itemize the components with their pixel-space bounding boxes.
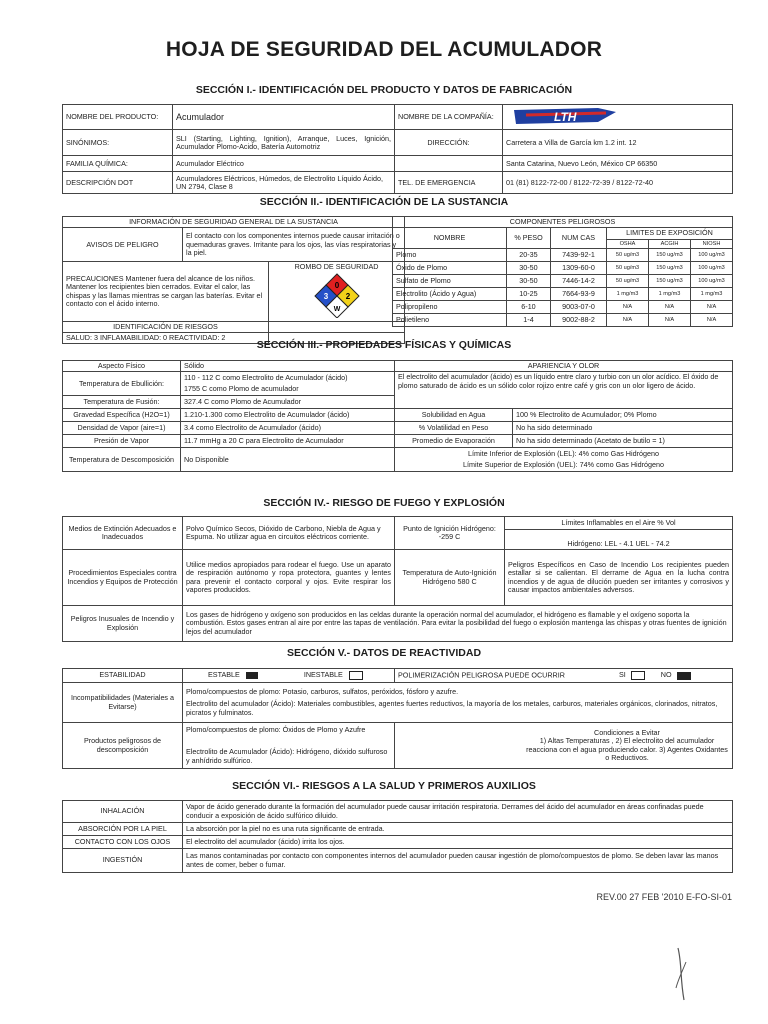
component-acgih: 150 ug/m3 — [649, 274, 691, 287]
address-line1: Carretera a Villa de García km 1.2 int. 12 — [503, 130, 733, 156]
table-row — [393, 248, 733, 261]
table-row — [393, 300, 733, 313]
component-cas: 7446-14-2 — [551, 274, 607, 287]
stable-checkbox — [246, 672, 258, 679]
synonyms-value: SLI (Starting, Lighting, Ignition), Arranque, Luces, Ignición, Acumulador Plomo-Acido, Batería Automotriz — [173, 130, 395, 156]
section-2-left-table — [62, 216, 405, 344]
media-label: Medios de Extinción Adecuados e Inadecuados — [63, 517, 183, 550]
col-limits: LIMITES DE EXPOSICIÓN — [607, 228, 733, 239]
component-pct: 1-4 — [507, 313, 551, 326]
gravity-label: Gravedad Específica (H2O=1) — [63, 409, 181, 422]
special-rating: W — [333, 305, 340, 313]
solubility-value: 100 % Electrolito de Acumulador; 0% Plomo — [513, 409, 733, 422]
component-cas: 7439-92-1 — [551, 248, 607, 261]
incompat-values — [183, 683, 733, 723]
precautions-text: PRECAUCIONES Mantener fuera del alcance de los niños. Mantener los recipientes bien cerrados. Evitar el calor, las chispas y las llamas mientras se cargan las baterías. Evitar el contacto con el ácido interno. — [63, 262, 269, 322]
flash-point-cell — [395, 517, 505, 550]
section-4-heading: SECCIÓN IV.- RIESGO DE FUEGO Y EXPLOSIÓN — [263, 497, 505, 509]
explosion-limits — [395, 448, 733, 472]
logo-text: LTH — [554, 110, 577, 124]
health-row-value: Las manos contaminadas por contacto con componentes internos del acumulador pueden causar ingestión de plomo/compuestos de plomo. Se deben lavar las manos antes de comer, beber o fumar. — [183, 849, 733, 873]
diamond-label: ROMBO DE SEGURIDAD — [294, 262, 379, 272]
boil-value-1: 110 - 112 C como Electrolito de Acumulador (ácido) — [184, 373, 348, 382]
section-4-table — [62, 516, 733, 642]
component-name: Óxido de Plomo — [393, 261, 507, 274]
company-label: NOMBRE DE LA COMPAÑÍA: — [395, 105, 503, 130]
section-2-heading: SECCIÓN II.- IDENTIFICACIÓN DE LA SUSTANCIA — [259, 196, 509, 208]
evap-label: Promedio de Evaporación — [395, 435, 513, 448]
component-name: Plomo — [393, 248, 507, 261]
component-pct: 30-50 — [507, 261, 551, 274]
health-row-value: El electrolito del acumulador (ácido) irrita los ojos. — [183, 836, 733, 849]
component-osha: 50 ug/m3 — [607, 261, 649, 274]
solubility-label: Solubilidad en Agua — [395, 409, 513, 422]
diamond-cell — [269, 262, 405, 322]
section-6-table — [62, 800, 733, 873]
nfpa-diamond-icon — [309, 272, 365, 318]
component-niosh: 1 mg/m3 — [691, 287, 733, 300]
evap-value: No ha sido determinado (Acetato de butilo = 1) — [513, 435, 733, 448]
risk-value: SALUD: 3 INFLAMABILIDAD: 0 REACTIVIDAD: 2 — [63, 333, 269, 344]
table-row — [63, 801, 733, 823]
revision-footer: REV.00 27 FEB '2010 E-FO-SI-01 — [596, 892, 732, 902]
stability-options — [183, 669, 395, 683]
components-table — [392, 216, 733, 327]
component-pct: 20-35 — [507, 248, 551, 261]
stability-label: ESTABILIDAD — [63, 669, 183, 683]
unusual-value: Los gases de hidrógeno y oxígeno son producidos en las celdas durante la operación normal del acumulador, el hidrógeno es flamable y el oxígeno soporta la combustión. Estos gases entran al aire por entre las tapas de ventilación. Para evitar la posibilidad del fuego o explosión mantenga las chispas y otras fuentes de ignición lejos del acumulador — [183, 606, 733, 642]
component-acgih: N/A — [649, 300, 691, 313]
yes-label: SI — [618, 670, 626, 680]
vdensity-label: Densidad de Vapor (aire=1) — [63, 422, 181, 435]
component-name: Electrolito (Ácido y Agua) — [393, 287, 507, 300]
incompat-value-1: Plomo/compuestos de plomo: Potasio, carburos, sulfatos, peróxidos, fósforo y azufre. — [186, 687, 459, 697]
section-6-heading: SECCIÓN VI.- RIESGOS A LA SALUD Y PRIMEROS AUXILIOS — [232, 780, 536, 792]
volatility-label: % Volatilidad en Peso — [395, 422, 513, 435]
component-cas: 7664-93-9 — [551, 287, 607, 300]
component-pct: 10-25 — [507, 287, 551, 300]
component-osha: N/A — [607, 313, 649, 326]
aspect-label: Aspecto Físico — [63, 361, 181, 372]
section-3-table — [62, 360, 733, 472]
appearance-text: El electrolito del acumulador (ácido) es un líquido entre claro y turbio con un olor acídico. El óxido de plomo saturado de ácido es un sólido color rojizo entre café y gris con un olor ligero de ácido. — [395, 372, 733, 409]
vpressure-label: Presión de Vapor — [63, 435, 181, 448]
components-header: COMPONENTES PELIGROSOS — [393, 217, 733, 228]
component-niosh: N/A — [691, 313, 733, 326]
table-row — [393, 313, 733, 326]
component-cas: 9003-07-0 — [551, 300, 607, 313]
melt-value: 327.4 C como Plomo de Acumulador — [181, 396, 395, 409]
flam-limits-value: Hidrógeno: LEL - 4.1 UEL - 74.2 — [505, 530, 733, 550]
component-acgih: 1 mg/m3 — [649, 287, 691, 300]
component-niosh: N/A — [691, 300, 733, 313]
reactivity-rating: 2 — [345, 291, 350, 301]
section-3-heading: SECCIÓN III.- PROPIEDADES FÍSICAS Y QUÍMICAS — [256, 339, 512, 351]
autoignition: Temperatura de Auto-Ignición Hidrógeno 580 C — [395, 550, 505, 606]
health-row-value: Vapor de ácido generado durante la formación del acumulador puede causar irritación respiratoria. Derrames del ácido del acumulador en áreas confinadas puede conducir a exposición de ácido sulfúrico diluido. — [183, 801, 733, 823]
synonyms-label: SINÓNIMOS: — [63, 130, 173, 156]
address-line2: Santa Catarina, Nuevo León, México CP 66350 — [503, 156, 733, 172]
no-label: NO — [660, 670, 672, 680]
media-value: Polvo Químico Secos, Dióxido de Carbono, Niebla de Agua y Espuma. No utilizar agua en circuitos eléctricos corriente. — [183, 517, 395, 550]
component-cas: 1309-60-0 — [551, 261, 607, 274]
avoid-cell — [395, 723, 733, 769]
specific-hazards: Peligros Específicos en Caso de Incendio Los recipientes pueden estallar si se calientan. El derrame de Agua en la lucha contra incendios y de agua de dilución pueden ser irritantes y corrosivos y causar impactos ambientales adversos. — [505, 550, 733, 606]
risk-label: IDENTIFICACIÓN DE RIESGOS — [63, 321, 269, 332]
product-label: NOMBRE DEL PRODUCTO: — [63, 105, 173, 130]
dot-label: DESCRIPCIÓN DOT — [63, 172, 173, 194]
aspect-value: Sólido — [181, 361, 395, 372]
boil-values — [181, 372, 395, 396]
sub-niosh: NIOSH — [691, 239, 733, 248]
company-logo-cell — [503, 105, 733, 130]
table-row — [63, 849, 733, 873]
phone-label: TEL. DE EMERGENCIA — [395, 172, 503, 194]
avoid-value: 1) Altas Temperaturas , 2) El electrolito del acumulador reacciona con el agua produciendo calor. 3) Agentes Oxidantes o Reductivos. — [526, 736, 728, 762]
unusual-label: Peligros Inusuales de Incendio y Explosión — [63, 606, 183, 642]
product-value: Acumulador — [173, 105, 395, 130]
section-1-table — [62, 104, 733, 194]
flam-limits-label: Límites Inflamables en el Aire % Vol — [505, 517, 733, 530]
col-pct: % PESO — [507, 228, 551, 249]
flash-value: -259 C — [438, 532, 461, 541]
col-cas: NUM CAS — [551, 228, 607, 249]
general-info-header: INFORMACIÓN DE SEGURIDAD GENERAL DE LA SUSTANCIA — [63, 217, 405, 228]
component-niosh: 100 ug/m3 — [691, 261, 733, 274]
decomp-value-2: Electrolito de Acumulador (Ácido): Hidrógeno, dióxido sulfuroso y anhídrido sulfúrico. — [186, 747, 388, 765]
stable-label: ESTABLE — [208, 670, 240, 680]
table-row — [393, 261, 733, 274]
decomp-products-label: Productos peligrosos de descomposición — [63, 723, 183, 769]
gravity-value: 1.210-1.300 como Electrolito de Acumulador (ácido) — [181, 409, 395, 422]
component-niosh: 100 ug/m3 — [691, 274, 733, 287]
unstable-label: INESTABLE — [303, 670, 343, 680]
yes-checkbox — [631, 671, 645, 680]
col-name: NOMBRE — [393, 228, 507, 249]
component-osha: 50 ug/m3 — [607, 274, 649, 287]
component-acgih: N/A — [649, 313, 691, 326]
flash-label: Punto de Ignición Hidrógeno: — [403, 523, 496, 533]
handwritten-mark-icon — [672, 944, 696, 1004]
appearance-label: APARIENCIA Y OLOR — [395, 361, 733, 372]
phone-value: 01 (81) 8122-72-00 / 8122-72-39 / 8122-72-40 — [503, 172, 733, 194]
uel-text: Límite Superior de Explosión (UEL): 74% como Gas Hidrógeno — [463, 460, 664, 470]
component-pct: 30-50 — [507, 274, 551, 287]
component-acgih: 150 ug/m3 — [649, 248, 691, 261]
health-row-label: INGESTIÓN — [63, 849, 183, 873]
incompat-label: Incompatibilidades (Materiales a Evitarse) — [63, 683, 183, 723]
component-osha: N/A — [607, 300, 649, 313]
health-row-value: La absorción por la piel no es una ruta significante de entrada. — [183, 823, 733, 836]
family-value: Acumulador Eléctrico — [173, 156, 395, 172]
polymer-label: POLIMERIZACIÓN PELIGROSA PUEDE OCURRIR — [398, 670, 565, 680]
hazard-label: AVISOS DE PELIGRO — [63, 228, 183, 262]
table-row — [393, 287, 733, 300]
procedures-label: Procedimientos Especiales contra Incendios y Equipos de Protección — [63, 550, 183, 606]
component-osha: 1 mg/m3 — [607, 287, 649, 300]
table-row — [63, 823, 733, 836]
component-niosh: 100 ug/m3 — [691, 248, 733, 261]
unstable-checkbox — [349, 671, 363, 680]
company-logo — [506, 106, 626, 126]
hazard-text: El contacto con los componentes internos puede causar irritación o quemaduras graves. Irritante para los ojos, las vías respiratorias y la piel. — [183, 228, 405, 262]
document-title: HOJA DE SEGURIDAD DEL ACUMULADOR — [165, 38, 603, 61]
health-row-label: ABSORCIÓN POR LA PIEL — [63, 823, 183, 836]
fire-rating: 0 — [334, 280, 339, 290]
avoid-label: Condiciones a Evitar — [594, 727, 660, 737]
table-row — [63, 836, 733, 849]
component-name: Sulfato de Plomo — [393, 274, 507, 287]
family-label: FAMILIA QUÍMICA: — [63, 156, 173, 172]
section-1-heading: SECCIÓN I.- IDENTIFICACIÓN DEL PRODUCTO Y DATOS DE FABRICACIÓN — [195, 84, 573, 96]
component-osha: 50 ug/m3 — [607, 248, 649, 261]
dot-value: Acumuladores Eléctricos, Húmedos, de Electrolito Líquido Ácido, UN 2794, Clase 8 — [173, 172, 395, 194]
sub-acgih: ACGIH — [649, 239, 691, 248]
address-label: DIRECCIÓN: — [395, 130, 503, 156]
procedures-value: Utilice medios apropiados para rodear el fuego. Use un aparato de respiración autónomo y ropa protectora, guantes y lentes para prevenir el contacto corporal y ojos. Evite respirar los vapores producidos. — [183, 550, 395, 606]
boil-label: Temperatura de Ebullición: — [63, 372, 181, 396]
no-checkbox — [677, 672, 691, 680]
component-name: Polietileno — [393, 313, 507, 326]
vpressure-value: 11.7 mmHg a 20 C para Electrolito de Acumulador — [181, 435, 395, 448]
boil-value-2: 1755 C como Plomo de acumulador — [184, 384, 299, 394]
health-rating: 3 — [323, 291, 328, 301]
decomp-products-values — [183, 723, 395, 769]
decomp-temp-label: Temperatura de Descomposición — [63, 448, 181, 472]
sub-osha: OSHA — [607, 239, 649, 248]
component-acgih: 150 ug/m3 — [649, 261, 691, 274]
health-row-label: INHALACIÓN — [63, 801, 183, 823]
table-row — [393, 274, 733, 287]
volatility-value: No ha sido determinado — [513, 422, 733, 435]
decomp-value-1: Plomo/compuestos de plomo: Óxidos de Plomo y Azufre — [186, 725, 366, 735]
section-5-table — [62, 668, 733, 769]
incompat-value-2: Electrolito del acumulador (Ácido): Materiales combustibles, agentes fuertes reductivos, la mayoría de los metales, carburos, materiales orgánicos, clorinados, nitratos, picratos y fulminatos. — [186, 699, 718, 717]
component-pct: 6-10 — [507, 300, 551, 313]
polymerization-cell — [395, 669, 733, 683]
section-5-heading: SECCIÓN V.- DATOS DE REACTIVIDAD — [286, 647, 482, 659]
vdensity-value: 3.4 como Electrolito de Acumulador (ácido) — [181, 422, 395, 435]
component-name: Polipropileno — [393, 300, 507, 313]
component-cas: 9002-88-2 — [551, 313, 607, 326]
lel-text: Límite Inferior de Explosión (LEL): 4% como Gas Hidrógeno — [468, 449, 659, 458]
melt-label: Temperatura de Fusión: — [63, 396, 181, 409]
decomp-temp-value: No Disponible — [181, 448, 395, 472]
health-row-label: CONTACTO CON LOS OJOS — [63, 836, 183, 849]
